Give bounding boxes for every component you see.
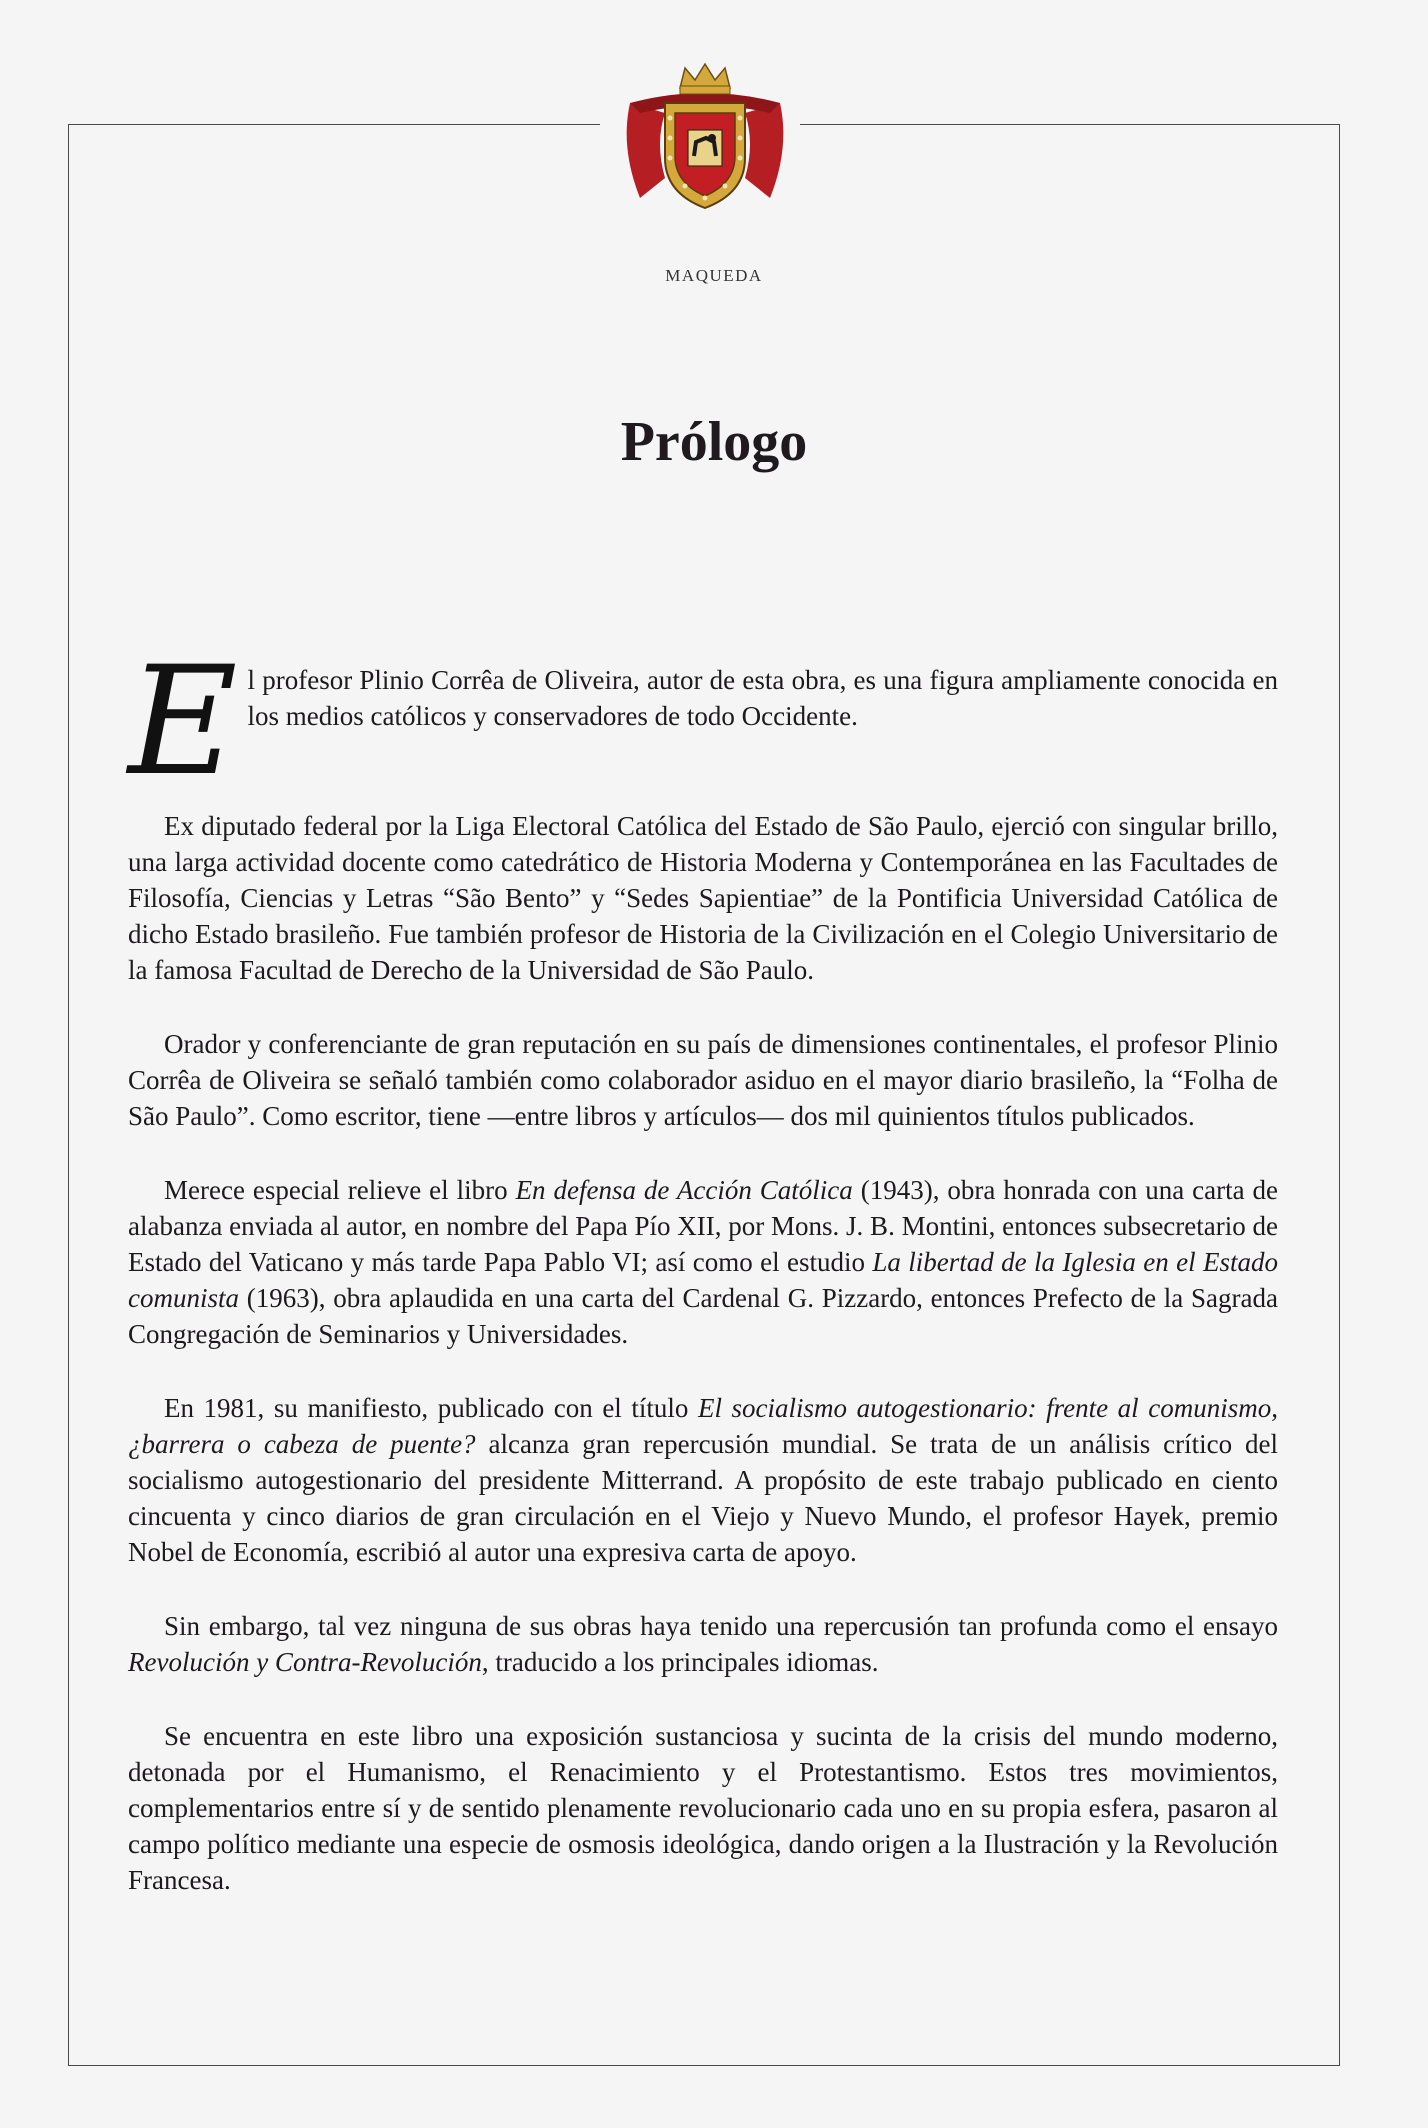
paragraph-1 [128,635,1278,809]
paragraph-3: Orador y conferenciante de gran reputación en su país de dimensiones continentales, el profesor Plinio Corrêa de Oliveira se señaló también como colaborador asiduo en el mayor diario brasileño, la “Folha de São Paulo”. Como escritor, tiene —entre libros y artículos— dos mil quinientos títulos publicados. [128,1029,1278,1131]
paragraph-2: Ex diputado federal por la Liga Electoral Católica del Estado de São Paulo, ejerció con singular brillo, una larga actividad docente como catedrático de Historia Moderna y Contemporánea en las Facultades de Filosofía, Ciencias y Letras “São Bento” y “Sedes Sapientiae” de la Pontificia Universidad Católica de dicho Estado brasileño. Fue también profesor de Historia de la Civilización en el Colegio Universitario de la famosa Facultad de Derecho de la Universidad de São Paulo. [128,811,1278,985]
coat-of-arms-icon [610,58,800,218]
paragraph-4 [128,1172,1278,1352]
paragraph-6-text-b: , traducido a los principales idiomas. [481,1647,879,1677]
page-title: Prólogo [620,411,808,473]
paragraph-7: Se encuentra en este libro una exposición sustanciosa y sucinta de la crisis del mundo moderno, detonada por el Humanismo, el Renacimiento y el Protestantismo. Estos tres movimientos, complementarios entre sí y de sentido plenamente revolucionario cada uno en su propia esfera, pasaron al campo político mediante una especie de osmosis ideológica, dando origen a la Ilustración y la Revolución Francesa. [128,1721,1278,1895]
running-head: MAQUEDA [665,266,763,285]
paragraph-4-text-a: Merece especial relieve el libro [164,1175,516,1205]
book-title-accion-catolica: En defensa de Acción Católica [515,1175,853,1205]
paragraph-4-text-c: (1963), obra aplaudida en una carta del Cardenal G. Pizzardo, entonces Prefecto de la Sagrada Congregación de Seminarios y Universidades. [128,1283,1278,1349]
paragraph-4-text-b: (1943), obra honrada con una carta de alabanza enviada al autor, en nombre del Papa Pío XII, por Mons. J. B. Montini, entonces subsecretario de Estado del Vaticano y más tarde Papa Pablo VI; así como el estudio [128,1175,1279,1277]
paragraph-1-text: l profesor Plinio Corrêa de Oliveira, autor de esta obra, es una figura ampliamente conocida en los medios católicos y conservadores de todo Occidente. [247,665,1278,731]
paragraph-5-text-b: alcanza gran repercusión mundial. Se trata de un análisis crítico del socialismo autogestionario del presidente Mitterrand. A propósito de este trabajo publicado en ciento cincuenta y cinco diarios de gran circulación en el Viejo y Nuevo Mundo, el profesor Hayek, premio Nobel de Economía, escribió al autor una expresiva carta de apoyo. [128,1429,1278,1567]
paragraph-5-text-a: En 1981, su manifiesto, publicado con el título [164,1393,698,1423]
paragraph-6 [128,1608,1278,1680]
paragraph-6-text-a: Sin embargo, tal vez ninguna de sus obras haya tenido una repercusión tan profunda como el ensayo [164,1611,1278,1641]
book-title-revolucion: Revolución y Contra-Revolución [128,1647,482,1677]
body-text [128,635,1279,1936]
book-title-socialismo-autogestionario: El socialismo autogestionario: frente al comunismo, ¿barrera o cabeza de puente? [128,1393,1278,1459]
paragraph-5 [128,1390,1278,1570]
drop-cap: E [128,635,238,809]
book-title-libertad-iglesia: La libertad de la Iglesia en el Estado comunista [128,1247,1279,1313]
